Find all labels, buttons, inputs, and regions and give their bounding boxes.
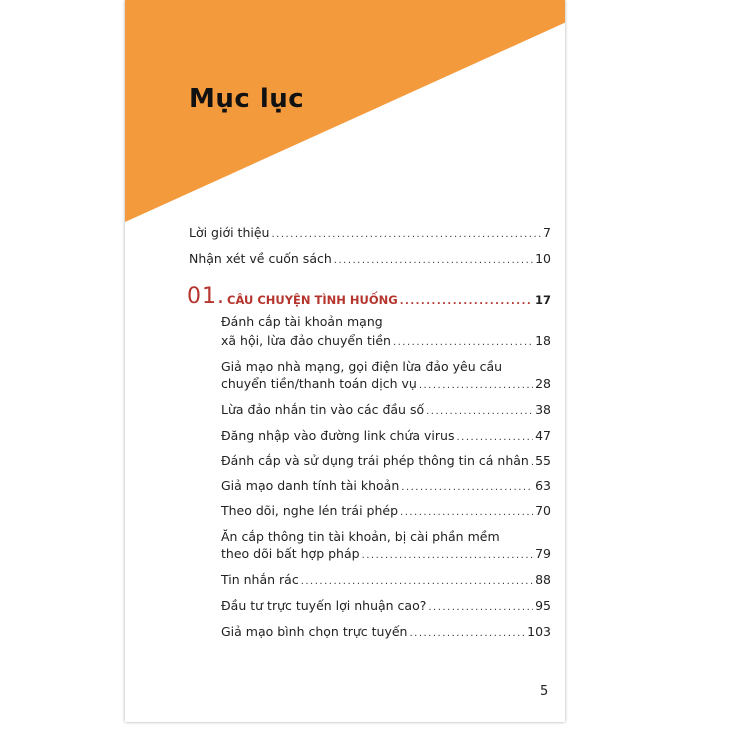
toc-entry-page: 18 <box>535 333 551 348</box>
toc-entry-line1: Giả mạo nhà mạng, gọi điện lừa đảo yêu cầu <box>221 359 503 374</box>
chapter-title: CÂU CHUYỆN TÌNH HUỐNG <box>227 293 398 307</box>
toc-entry <box>221 376 551 391</box>
toc-entry-label: Đầu tư trực tuyến lợi nhuận cao? <box>221 598 427 613</box>
leader-dots <box>393 337 533 348</box>
toc-entry-line1: Ăn cắp thông tin tài khoản, bị cài phần mềm <box>221 529 500 544</box>
leader-dots <box>401 482 533 493</box>
toc-entry-page: 28 <box>535 376 551 391</box>
leader-dots <box>419 380 533 391</box>
toc-entry-page: 70 <box>535 503 551 518</box>
toc-entry-label: Đăng nhập vào đường link chứa virus <box>221 428 455 443</box>
toc-entry <box>221 428 551 443</box>
chapter-page: 17 <box>534 293 551 307</box>
toc-entry-label: Giả mạo danh tính tài khoản <box>221 478 400 493</box>
leader-dots <box>456 432 533 443</box>
book-page <box>125 0 565 722</box>
leader-dots <box>400 507 533 518</box>
toc-entry-page: 7 <box>543 225 551 240</box>
toc-entry-page: 63 <box>535 478 551 493</box>
toc-entry <box>221 333 551 348</box>
leader-dots <box>400 296 533 307</box>
toc-entry-page: 38 <box>535 402 551 417</box>
toc-entry <box>221 453 551 468</box>
leader-dots <box>426 406 533 417</box>
toc-entry-label: xã hội, lừa đảo chuyển tiền <box>221 333 391 348</box>
toc-entry-label: Đánh cắp và sử dụng trái phép thông tin cá nhân <box>221 453 529 468</box>
toc-entry-page: 79 <box>535 546 551 561</box>
toc-entry <box>221 478 551 493</box>
toc-entry <box>221 503 551 518</box>
page-title: Mục lục <box>189 84 305 114</box>
toc-entry-page: 103 <box>527 624 551 639</box>
toc-entry <box>221 572 551 587</box>
toc-entry-line1: Đánh cắp tài khoản mạng <box>221 314 383 329</box>
toc-entry <box>221 624 551 639</box>
leader-dots <box>271 229 541 240</box>
toc-entry-label: theo dõi bất hợp pháp <box>221 546 360 561</box>
chapter-number: 01. <box>187 284 225 309</box>
leader-dots <box>409 628 525 639</box>
toc-entry <box>221 402 551 417</box>
toc-entry-page: 95 <box>535 598 551 613</box>
toc-entry-label: Theo dõi, nghe lén trái phép <box>221 503 399 518</box>
leader-dots <box>428 602 533 613</box>
toc-entry-label: Nhận xét về cuốn sách <box>189 251 332 266</box>
toc-entry <box>221 598 551 613</box>
leader-dots <box>334 255 533 266</box>
toc-entry-review <box>189 251 551 266</box>
toc-entry-page: 47 <box>535 428 551 443</box>
toc-entry-label: Tin nhắn rác <box>221 572 299 587</box>
leader-dots <box>362 550 534 561</box>
toc-entry-label: Giả mạo bình chọn trực tuyến <box>221 624 408 639</box>
leader-dots <box>301 576 533 587</box>
toc-entry-page: 55 <box>535 453 551 468</box>
toc-entry-label: chuyển tiền/thanh toán dịch vụ <box>221 376 417 391</box>
toc-entry-label: Lừa đảo nhắn tin vào các đầu số <box>221 402 425 417</box>
toc-entry-intro <box>189 225 551 240</box>
toc-entry <box>221 546 551 561</box>
chapter-heading <box>227 293 551 307</box>
leader-dots <box>531 457 533 468</box>
toc-entry-label: Lời giới thiệu <box>189 225 270 240</box>
toc-entry-page: 10 <box>535 251 551 266</box>
page-number: 5 <box>540 684 549 699</box>
toc-entry-page: 88 <box>535 572 551 587</box>
